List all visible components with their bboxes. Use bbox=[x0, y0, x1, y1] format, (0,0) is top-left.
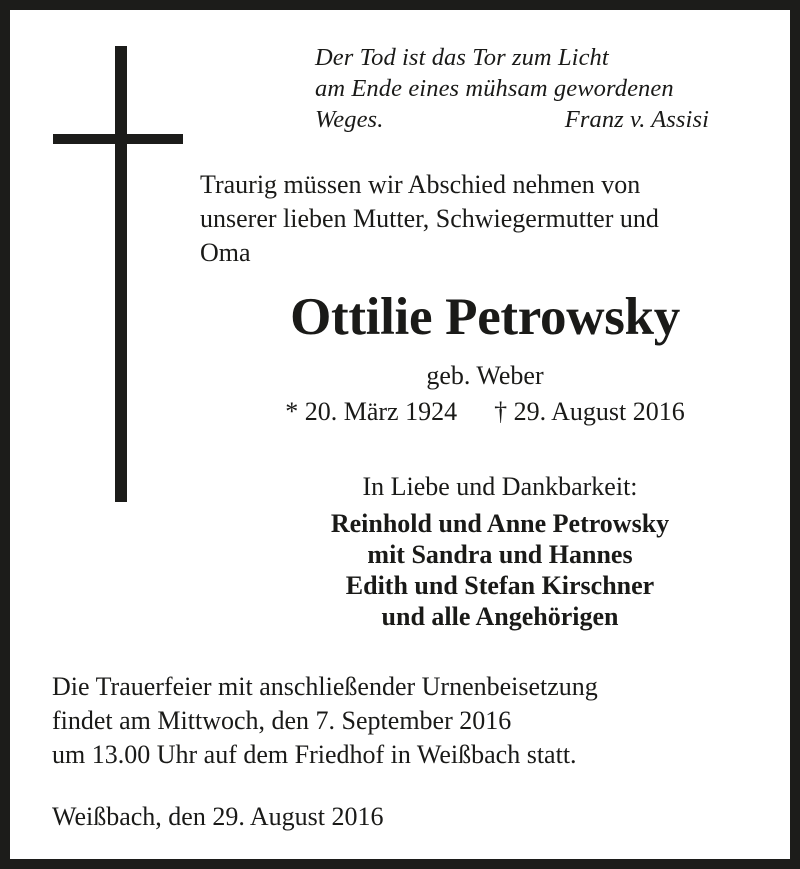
announcement-line-2: unserer lieben Mutter, Schwiegermutter und bbox=[200, 204, 659, 233]
survivors-lead: In Liebe und Dankbarkeit: bbox=[362, 472, 638, 501]
service-line-1: Die Trauerfeier mit anschließender Urnenbeisetzung bbox=[52, 672, 598, 701]
notice-content bbox=[10, 10, 790, 859]
quote-line-2: am Ende eines mühsam gewordenen bbox=[315, 75, 674, 102]
funeral-service-details bbox=[52, 670, 772, 772]
survivors-names bbox=[200, 508, 800, 632]
survivor-line: Edith und Stefan Kirschner bbox=[345, 571, 655, 600]
service-line-3: um 13.00 Uhr auf dem Friedhof in Weißbach statt. bbox=[52, 740, 577, 769]
survivor-line: mit Sandra und Hannes bbox=[367, 540, 633, 569]
survivor-line: und alle Angehörigen bbox=[381, 602, 619, 631]
deceased-name: Ottilie Petrowsky bbox=[290, 288, 680, 346]
announcement-line-1: Traurig müssen wir Abschied nehmen von bbox=[200, 170, 641, 199]
quote-line-1: Der Tod ist das Tor zum Licht bbox=[315, 44, 609, 71]
memorial-quote bbox=[315, 42, 715, 135]
quote-line-3: Weges. bbox=[315, 106, 384, 133]
quote-line-3-with-attribution bbox=[315, 104, 715, 135]
death-symbol: † bbox=[494, 397, 508, 426]
survivor-line: Reinhold und Anne Petrowsky bbox=[330, 509, 670, 538]
death-date: 29. August 2016 bbox=[513, 397, 685, 426]
service-line-2: findet am Mittwoch, den 7. September 2016 bbox=[52, 706, 512, 735]
survivors-block bbox=[200, 470, 800, 632]
announcement-line-3: Oma bbox=[200, 238, 251, 267]
birth-date: 20. März 1924 bbox=[304, 397, 458, 426]
place-and-date: Weißbach, den 29. August 2016 bbox=[52, 802, 384, 831]
deceased-maiden-name: geb. Weber bbox=[426, 361, 544, 390]
announcement-text bbox=[200, 168, 780, 270]
birth-symbol: * bbox=[285, 397, 299, 426]
quote-attribution: Franz v. Assisi bbox=[564, 106, 709, 133]
life-dates bbox=[180, 396, 790, 428]
